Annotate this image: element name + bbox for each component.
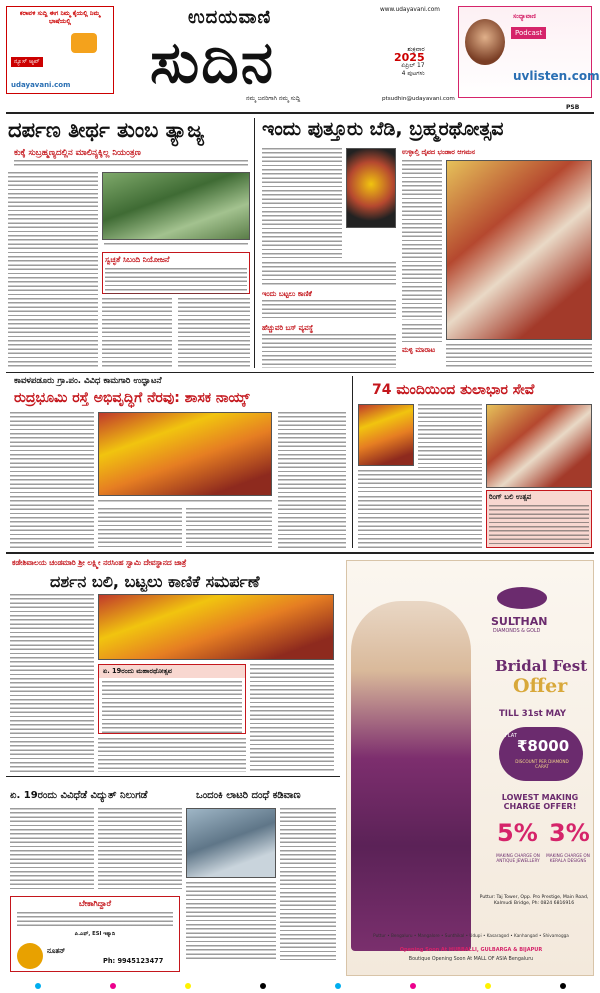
s3-title: ರುದ್ರಭೂಮಿ ರಸ್ತೆ ಅಭಿವೃದ್ಧಿಗೆ ನೆರವು: ಶಾಸಕ ನಾಯ್ಕ್ xyxy=(14,390,250,406)
reg-dot xyxy=(485,983,491,989)
sulthan-brand: SULTHAN xyxy=(491,615,548,628)
page-count: 4 ಪುಟಗಳು xyxy=(401,70,425,77)
till-date: TILL 31st MAY xyxy=(499,709,567,719)
s5-body-col3 xyxy=(250,664,334,772)
reg-dot xyxy=(560,983,566,989)
flat-label: FLAT xyxy=(505,733,517,739)
model-photo xyxy=(351,601,471,951)
s6-title: ಏ. 19ರಂದು ವಿವಿಧೆಡೆ ವಿದ್ಯುತ್ ನಿಲುಗಡೆ xyxy=(10,790,148,801)
s5-box-title: ಏ. 19ರಂದು ಮಹಾರಥೋತ್ಸವ xyxy=(99,665,245,678)
s2-box2-title: ಹೆಚ್ಚುವರಿ ಬಸ್ ವ್ಯವಸ್ಥೆ xyxy=(262,324,314,332)
classified-brand: ನೂತನ್ xyxy=(47,947,66,955)
s2-box1-title: ಇಂದು ಬಟ್ಟಲು ಕಾಣಿಕೆ xyxy=(262,290,312,298)
s2-box2-body xyxy=(262,334,396,368)
header-ad-right xyxy=(458,6,600,98)
lowest-offer: LOWEST MAKING CHARGE OFFER! xyxy=(501,793,579,811)
reg-dot xyxy=(110,983,116,989)
ad-left-headline: ಕರಾವಳಿ ಸುದ್ದಿ ಈಗ ನಿಮ್ಮ ಕೈಯಲ್ಲಿ ನಿಮ್ಮ ಭಾಷೆಯಲ್ಲಿ xyxy=(19,10,101,25)
s2-title: ಇಂದು ಪುತ್ತೂರು ಬೆಡಿ, ಬ್ರಹ್ಮರಥೋತ್ಸವ xyxy=(262,118,504,140)
s5-box xyxy=(98,664,246,734)
classified-ad xyxy=(10,896,180,972)
s3-body-col3 xyxy=(186,508,272,548)
date: ಏಪ್ರಿಲ್ 17 xyxy=(401,62,425,69)
s2-body-col3 xyxy=(402,160,442,320)
sulthan-logo-icon xyxy=(497,587,547,609)
s5-body-col2 xyxy=(98,738,246,772)
website: www.udayavani.com xyxy=(380,7,440,13)
reg-dot xyxy=(410,983,416,989)
classified-line: ಪಿ.ಎಫ್, ESI ಇತ್ಯಾದಿ xyxy=(74,931,116,937)
sulthan-address: Puttur: Taj Tower, Opp. Pro Prestige, Main Road, Kalmudi Bridge, Ph: 0824 6816916 xyxy=(479,895,589,906)
tagline: ನಮ್ಮ ಜನರಿಗಾಗಿ ನಮ್ಮ ಸುದ್ದಿ xyxy=(246,95,301,102)
only-5-pct: 5% xyxy=(497,819,538,847)
s2-deity-photo xyxy=(346,148,396,228)
s2-body-col1 xyxy=(262,148,342,258)
col-divider-2 xyxy=(352,376,353,548)
s3-body-col1 xyxy=(10,412,94,548)
s3-kicker: ಕಾವಳಪಡೂರು ಗ್ರಾ.ಪಂ. ವಿವಿಧ ಕಾಮಗಾರಿ ಉದ್ಘಾಟನೆ xyxy=(14,376,162,386)
year: 2025 xyxy=(394,51,425,64)
s4-body-col1 xyxy=(418,404,482,468)
s6-body-col2 xyxy=(98,808,182,892)
s5-photo xyxy=(98,594,334,660)
s1-title: ದರ್ಪಣ ತೀರ್ಥ ತುಂಬ ತ್ಯಾಜ್ಯ xyxy=(8,118,205,142)
s2-festival-photo xyxy=(446,160,592,340)
edition-code: PSB xyxy=(566,104,580,111)
s3-photo-caption xyxy=(98,500,272,504)
s4-box xyxy=(486,490,592,548)
s4-box-title: ರಿಂಗ್ ಬಲಿ ಉತ್ಸವ xyxy=(489,493,532,501)
s1-body-col2 xyxy=(102,298,172,368)
s5-box-body xyxy=(102,681,242,733)
header-ad-left xyxy=(6,6,114,94)
flat-amount: ₹8000 xyxy=(517,737,570,755)
sulthan-opening: Opening Soon At HUBBALLI, GULBARGA & BIJAPUR xyxy=(399,947,543,953)
sulthan-ad xyxy=(346,560,594,976)
offer: Offer xyxy=(513,675,568,697)
s1-photo-caption xyxy=(104,243,248,248)
s7-photo xyxy=(186,808,276,878)
section-rule-1 xyxy=(6,372,594,373)
section-rule-3 xyxy=(6,776,340,777)
masthead: ಸುದಿನ xyxy=(150,28,275,96)
s6-body-col1 xyxy=(10,808,94,892)
s4-photo-left xyxy=(358,404,414,466)
paper-name: ಉದಯವಾಣಿ xyxy=(188,7,272,28)
s4-photo-right xyxy=(486,404,592,488)
edition-info xyxy=(394,46,425,78)
s7-body-col1 xyxy=(186,882,276,960)
podcast-badge: Podcast xyxy=(511,27,546,39)
col-divider-1 xyxy=(254,118,255,368)
s4-box-body xyxy=(489,505,589,547)
bridal-fest: Bridal Fest xyxy=(495,657,588,675)
s5-title: ದರ್ಶನ ಬಲಿ, ಬಟ್ಟಲು ಕಾಣಿಕೆ ಸಮರ್ಪಣೆ xyxy=(50,572,260,591)
s5-body-col1 xyxy=(10,594,94,772)
reg-dot xyxy=(335,983,341,989)
email: ptsudhin@udayavani.com xyxy=(382,96,455,102)
s2-box4-title: ಮಳ್ಳಿ ಮಾರಾಟ xyxy=(402,346,436,354)
header-rule xyxy=(6,112,594,114)
s2-body-col4 xyxy=(446,344,592,368)
flat-offer-badge xyxy=(499,727,583,781)
s7-title: ಒಂದಂಕಿ ಲಾಟರಿ ದಂಧೆ ಕಡಿವಾಣ xyxy=(196,790,301,801)
reg-dot xyxy=(260,983,266,989)
classified-body xyxy=(17,912,173,928)
s1-subtitle: ಕುಕ್ಕೆ ಸುಬ್ರಹ್ಮಣ್ಯದಲ್ಲಿನ ಮಾಲಿನ್ಯಕ್ಕಿಲ್ಲ ನಿಯಂತ್ರಣ xyxy=(14,148,141,158)
nuthan-logo xyxy=(17,943,43,969)
s2-body-mid xyxy=(262,262,396,286)
s7-body-col2 xyxy=(280,808,336,960)
s1-subtitle-line2 xyxy=(14,160,248,166)
s1-box-body xyxy=(105,268,247,294)
host-photo xyxy=(465,19,505,65)
s2-box1-body xyxy=(262,300,396,320)
classified-title: ಬೇಕಾಗಿದ್ದಾರೆ xyxy=(78,899,112,908)
flat-note: DISCOUNT PER DIAMOND CARAT xyxy=(515,759,569,769)
s1-photo xyxy=(102,172,250,240)
ad-left-brand: udayavani.com xyxy=(11,81,71,89)
s3-body-col4 xyxy=(278,412,346,548)
s4-title: 74 ಮಂದಿಯಿಂದ ತುಲಾಭಾರ ಸೇವೆ xyxy=(372,382,535,398)
ad-right-brand: uvlisten.com xyxy=(513,69,600,83)
sulthan-sub: DIAMONDS & GOLD xyxy=(493,629,541,634)
s4-body-col2 xyxy=(358,470,482,492)
only-5-note: MAKING CHARGE ON ANTIQUE JEWELLERY xyxy=(496,853,540,863)
s1-body-col3 xyxy=(178,298,250,368)
s1-box xyxy=(102,252,250,294)
sulthan-kyom: Boutique Opening Soon At MALL OF ASIA Bengaluru xyxy=(408,957,534,962)
section-rule-2 xyxy=(6,552,594,554)
s2-subtitle: ಉಳ್ಳಾಲ್ತಿ ದೈವದ ಭಂಡಾರ ಆಗಮನ xyxy=(402,148,476,156)
reg-dot xyxy=(35,983,41,989)
registration-marks xyxy=(0,982,600,990)
s3-photo xyxy=(98,412,272,496)
ad-left-cta: ನ್ಯೂಸ್ ಆ್ಯಪ್ xyxy=(11,57,43,67)
only-3-pct: 3% xyxy=(549,819,590,847)
ad-right-title: ಸಂಧ್ಯಾವಾಣಿ xyxy=(513,13,536,20)
only-3-note: MAKING CHARGE ON KERALA DESIGNS xyxy=(546,853,590,863)
app-icon xyxy=(71,33,97,53)
s1-body-col1 xyxy=(8,172,98,368)
s4-body-col3 xyxy=(358,496,482,548)
s1-box-title: ಸ್ವಚ್ಛತೆ ಸಿಬಂದಿ ನಿಯೋಜನೆ xyxy=(105,255,170,264)
classified-phone: Ph: 9945123477 xyxy=(103,957,164,965)
sulthan-branches: Puttur • Bengaluru • Mangalore • Sunthikal • Udupi • Kasaragod • Kanhangad • Shivamogga xyxy=(373,933,569,938)
s3-body-col2 xyxy=(98,508,182,548)
s5-kicker: ಕಡೇಶಿವಾಲಯ ಚಂಡಮಾರಿ ಶ್ರೀ ಲಕ್ಷ್ಮೀ ನರಸಿಂಹ ಸ್ವಾಮಿ ದೇವಸ್ಥಾನದ ಜಾತ್ರೆ xyxy=(12,558,187,567)
s2-body-col3b xyxy=(402,324,442,344)
reg-dot xyxy=(185,983,191,989)
weekday: ಶುಕ್ರವಾರ xyxy=(407,46,425,53)
